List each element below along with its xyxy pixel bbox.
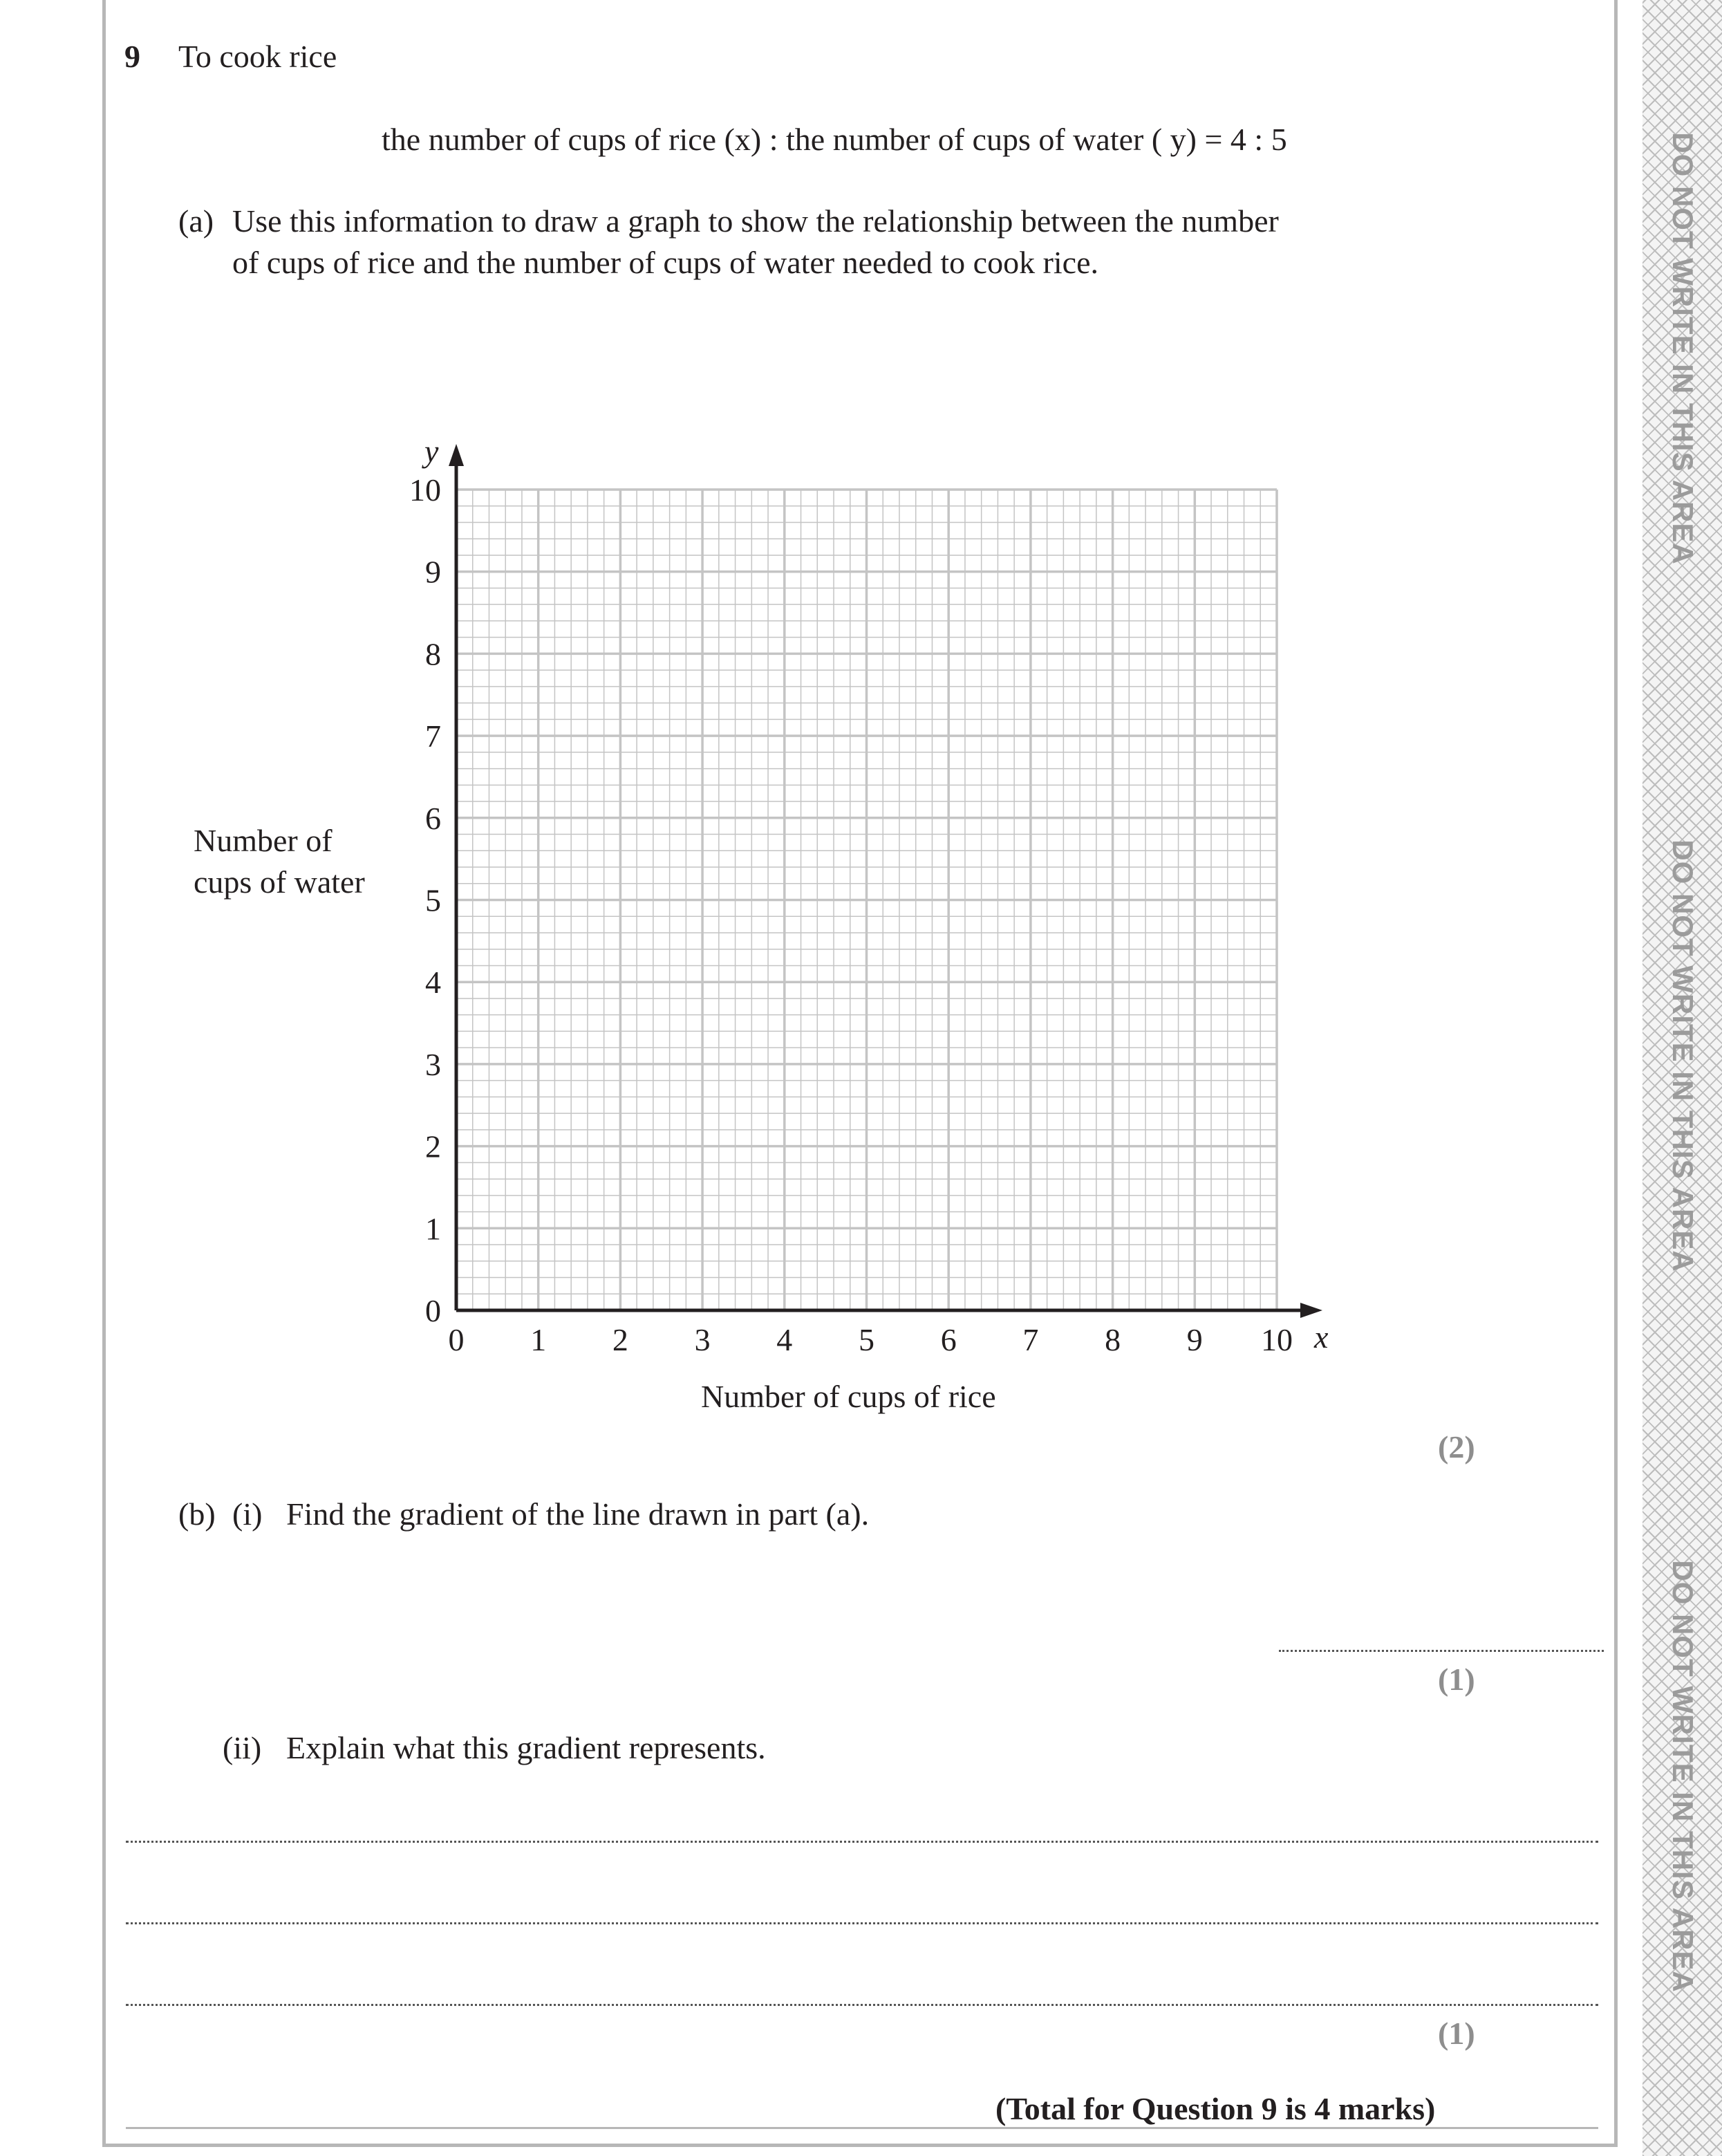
- question-number: 9: [124, 39, 140, 74]
- x-tick-label: 8: [1105, 1322, 1121, 1357]
- y-tick-label: 5: [425, 882, 441, 918]
- page-bottom-border: [102, 2144, 1616, 2147]
- x-tick-label: 3: [694, 1322, 711, 1357]
- question-intro: To cook rice: [178, 39, 337, 74]
- margin-warning-bottom: DO NOT WRITE IN THIS AREA: [1667, 1560, 1699, 1993]
- x-tick-label: 1: [530, 1322, 547, 1357]
- ratio-statement: the number of cups of rice (x) : the number of cups of water ( y) = 4 : 5: [382, 122, 1287, 157]
- y-tick-label: 0: [425, 1293, 441, 1328]
- part-a-text-line2: of cups of rice and the number of cups of water needed to cook rice.: [232, 245, 1099, 280]
- margin-warning-top: DO NOT WRITE IN THIS AREA: [1667, 132, 1699, 565]
- y-tick-label: 3: [425, 1046, 441, 1082]
- answer-line-b-ii-2[interactable]: [126, 1922, 1598, 1924]
- answer-line-b-ii-1[interactable]: [126, 1841, 1598, 1843]
- margin-warning-middle: DO NOT WRITE IN THIS AREA: [1667, 839, 1699, 1272]
- answer-line-b-ii-3[interactable]: [126, 2004, 1598, 2006]
- y-axis-arrow: [449, 444, 464, 466]
- part-b-i-marks: (1): [1438, 1662, 1475, 1697]
- x-axis-arrow: [1300, 1303, 1322, 1318]
- y-axis-label-line1: Number of: [194, 823, 333, 858]
- part-b-ii-text: Explain what this gradient represents.: [286, 1730, 766, 1765]
- total-underline: [126, 2127, 1598, 2129]
- part-b-ii-label: (ii): [223, 1730, 262, 1765]
- part-b-ii-marks: (1): [1438, 2016, 1475, 2051]
- question-total: (Total for Question 9 is 4 marks): [995, 2091, 1436, 2126]
- major-gridlines: [456, 490, 1277, 1310]
- y-tick-label: 1: [425, 1211, 441, 1247]
- x-tick-label: 10: [1261, 1322, 1293, 1357]
- x-tick-label: 4: [776, 1322, 793, 1357]
- page-right-border: [1614, 0, 1618, 2147]
- y-axis-label-line2: cups of water: [194, 864, 365, 900]
- page-left-border: [102, 0, 106, 2147]
- x-tick-label: 5: [859, 1322, 874, 1357]
- x-axis-label: Number of cups of rice: [701, 1379, 996, 1414]
- part-b-i-label: (i): [232, 1496, 263, 1532]
- answer-line-b-i[interactable]: [1279, 1650, 1604, 1652]
- x-tick-label: 9: [1186, 1322, 1203, 1357]
- y-tick-label: 4: [425, 965, 441, 1001]
- x-tick-label: 6: [940, 1322, 957, 1357]
- part-a-label: (a): [178, 203, 214, 239]
- x-variable-label: x: [1314, 1319, 1329, 1355]
- part-a-marks: (2): [1438, 1429, 1475, 1465]
- part-b-label: (b): [178, 1496, 216, 1532]
- y-tick-label: 2: [425, 1128, 441, 1164]
- y-tick-label: 9: [425, 554, 441, 590]
- y-tick-label: 6: [425, 800, 441, 836]
- y-tick-label: 8: [425, 636, 441, 672]
- x-tick-label: 7: [1022, 1322, 1039, 1357]
- y-tick-label: 7: [425, 718, 441, 754]
- part-a-text-line1: Use this information to draw a graph to show the relationship between the number: [232, 203, 1279, 239]
- graph-paper[interactable]: [387, 429, 1355, 1424]
- x-tick-label: 0: [448, 1322, 465, 1357]
- y-variable-label: y: [424, 434, 439, 469]
- y-tick-label: 10: [409, 472, 441, 508]
- x-tick-label: 2: [612, 1322, 628, 1357]
- part-b-i-text: Find the gradient of the line drawn in part (a).: [286, 1496, 870, 1532]
- axes: [449, 444, 1322, 1318]
